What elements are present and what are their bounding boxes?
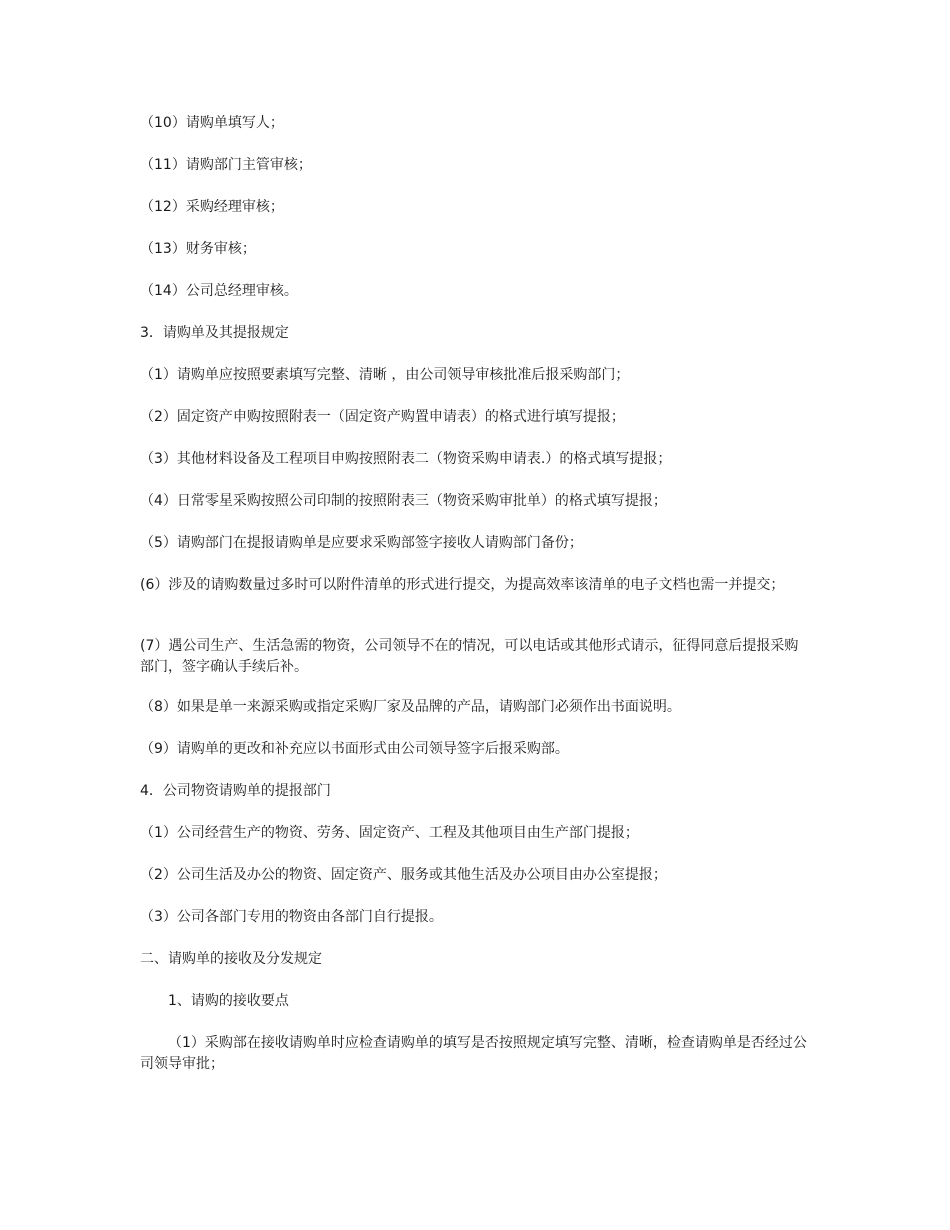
section-heading-3: 3．请购单及其提报规定 [140, 325, 289, 341]
dept-item-1: （1）公司经营生产的物资、劳务、固定资产、工程及其他项目由生产部门提报； [140, 825, 639, 841]
chapter-heading-2: 二、请购单的接收及分发规定 [140, 951, 322, 967]
rule-item-8: （8）如果是单一来源采购或指定采购厂家及品牌的产品，请购部门必须作出书面说明。 [140, 699, 681, 715]
list-item-10: （10）请购单填写人； [140, 115, 284, 131]
list-item-14: （14）公司总经理审核。 [140, 283, 298, 299]
list-item-11: （11）请购部门主管审核； [140, 157, 312, 173]
subsection-heading-1: 1、请购的接收要点 [168, 993, 289, 1009]
rule-item-9: （9）请购单的更改和补充应以书面形式由公司领导签字后报采购部。 [140, 741, 569, 757]
dept-item-3: （3）公司各部门专用的物资由各部门自行提报。 [140, 909, 443, 925]
rule-item-4: （4）日常零星采购按照公司印制的按照附表三（物资采购审批单）的格式填写提报； [140, 493, 667, 509]
rule-item-3: （3）其他材料设备及工程项目申购按照附表二（物资采购申请表.）的格式填写提报； [140, 451, 672, 467]
section-heading-4: 4．公司物资请购单的提报部门 [140, 783, 331, 799]
rule-item-5: （5）请购部门在提报请购单是应要求采购部签字接收人请购部门备份； [140, 535, 583, 551]
rule-item-1: （1）请购单应按照要素填写完整、清晰 ，由公司领导审核批准后报采购部门； [140, 367, 630, 383]
list-item-13: （13）财务审核； [140, 241, 256, 257]
rule-item-7: (7）遇公司生产、生活急需的物资，公司领导不在的情况，可以电话或其他形式请示，征得同意后提报采购部门，签字确认手续后补。 [140, 638, 799, 675]
rule-item-6: (6）涉及的请购数量过多时可以附件清单的形式进行提交，为提高效率该清单的电子文档也需一并提交； [140, 577, 785, 593]
list-item-12: （12）采购经理审核； [140, 199, 284, 215]
receive-item-1: （1）采购部在接收请购单时应检查请购单的填写是否按照规定填写完整、清晰，检查请购单是否经过公司领导审批； [140, 1035, 807, 1072]
dept-item-2: （2）公司生活及办公的物资、固定资产、服务或其他生活及办公项目由办公室提报； [140, 867, 667, 883]
rule-item-2: （2）固定资产申购按照附表一（固定资产购置申请表）的格式进行填写提报； [140, 409, 625, 425]
